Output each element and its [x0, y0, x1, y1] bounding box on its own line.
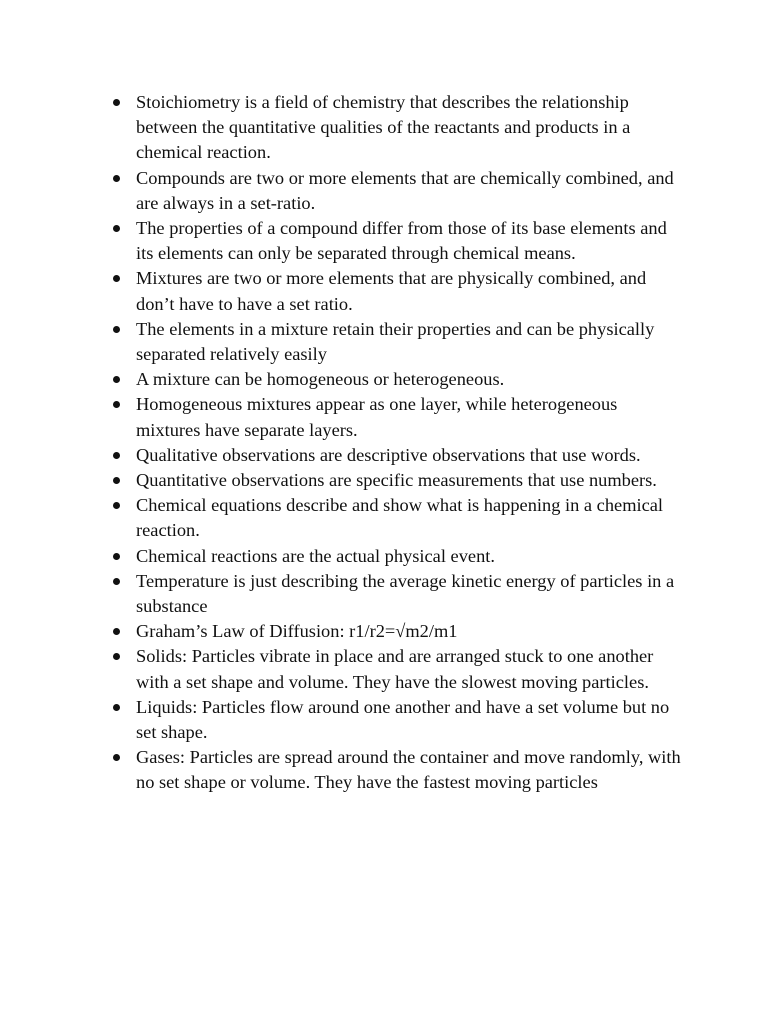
list-item — [109, 544, 684, 569]
list-item-text: Chemical equations describe and show what is happening in a chemical reaction. — [136, 495, 664, 541]
bullet-icon — [113, 653, 120, 660]
list-item-text: Quantitative observations are specific measurements that use numbers. — [136, 470, 657, 491]
list-item — [109, 619, 684, 644]
list-item — [109, 644, 684, 694]
list-item-text: The properties of a compound differ from those of its base elements and its elements can only be separated through chemical means. — [136, 218, 667, 264]
list-item-text: Mixtures are two or more elements that are physically combined, and don’t have to have a set ratio. — [136, 268, 647, 314]
bullet-icon — [113, 704, 120, 711]
bullet-icon — [113, 477, 120, 484]
bullet-icon — [113, 225, 120, 232]
bullet-icon — [113, 578, 120, 585]
bullet-icon — [113, 754, 120, 761]
list-item-text: Homogeneous mixtures appear as one layer, while heterogeneous mixtures have separate layers. — [136, 394, 618, 440]
list-item — [109, 166, 684, 216]
list-item — [109, 569, 684, 619]
bullet-icon — [113, 401, 120, 408]
list-item — [109, 468, 684, 493]
bullet-icon — [113, 326, 120, 333]
bullet-icon — [113, 502, 120, 509]
bullet-icon — [113, 99, 120, 106]
list-item-text: Chemical reactions are the actual physical event. — [136, 545, 495, 566]
list-item — [109, 216, 684, 266]
list-item — [109, 695, 684, 745]
list-item-text: The elements in a mixture retain their properties and can be physically separated relatively easily — [136, 318, 655, 365]
list-item — [109, 90, 684, 166]
list-item-text: Solids: Particles vibrate in place and are arranged stuck to one another with a set shape and volume. They have the slowest moving particles. — [136, 646, 654, 692]
bullet-icon — [113, 452, 120, 459]
list-item — [109, 367, 684, 392]
list-item — [109, 493, 684, 543]
list-item-text: Temperature is just describing the average kinetic energy of particles in a substance — [136, 570, 675, 617]
list-item-text: A mixture can be homogeneous or heterogeneous. — [136, 369, 505, 390]
list-item-text: Graham’s Law of Diffusion: r1/r2=√m2/m1 — [136, 621, 458, 642]
bullet-icon — [113, 553, 120, 560]
list-item — [109, 392, 684, 442]
bullet-icon — [113, 175, 120, 182]
bullet-icon — [113, 376, 120, 383]
bullet-icon — [113, 275, 120, 282]
list-item — [109, 266, 684, 316]
list-item — [109, 745, 684, 795]
list-item-text: Stoichiometry is a field of chemistry that describes the relationship between the quantitative qualities of the reactants and products in a chemical reaction. — [136, 92, 631, 163]
bullet-icon — [113, 628, 120, 635]
list-item-text: Compounds are two or more elements that are chemically combined, and are always in a set-ratio. — [136, 167, 674, 213]
list-item-text: Liquids: Particles flow around one another and have a set volume but no set shape. — [136, 696, 670, 743]
list-item-text: Qualitative observations are descriptive observations that use words. — [136, 444, 641, 465]
list-item — [109, 317, 684, 367]
list-item — [109, 443, 684, 468]
list-item-text: Gases: Particles are spread around the container and move randomly, with no set shape or volume. They have the fastest moving particles — [136, 747, 681, 793]
bullet-list — [109, 90, 684, 796]
